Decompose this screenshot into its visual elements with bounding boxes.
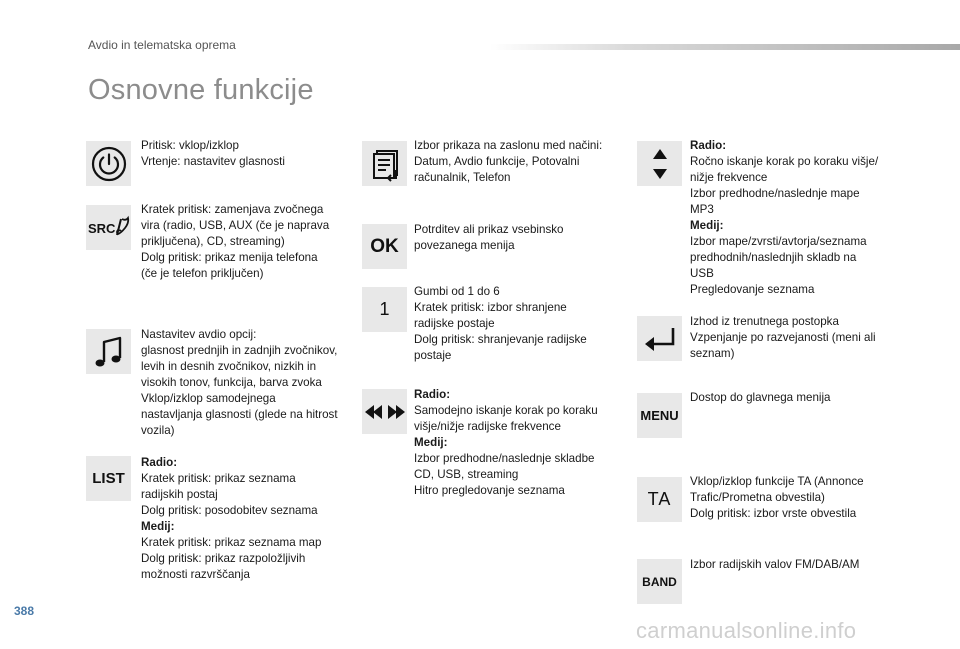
desc-line: Dolg pritisk: prikaz menija telefona <box>141 251 318 264</box>
desc-line: radijskih postaj <box>141 488 218 501</box>
preset-1-button <box>362 287 407 332</box>
desc-line: Vklop/izklop funkcije TA (Annonce <box>690 475 864 488</box>
desc-line: Izbor mape/zvrsti/avtorja/seznama <box>690 235 867 248</box>
power-button <box>86 141 131 186</box>
desc-line: Samodejno iskanje korak po koraku <box>414 404 598 417</box>
desc-line: Trafic/Prometna obvestila) <box>690 491 825 504</box>
desc-line: Vzpenjanje po razvejanosti (meni ali <box>690 331 876 344</box>
desc-line: možnosti razvrščanja <box>141 568 250 581</box>
band-icon: BAND <box>642 574 677 589</box>
desc-menu <box>690 390 831 406</box>
page-number: 388 <box>14 604 35 618</box>
desc-line: priključena), CD, streaming) <box>141 235 285 248</box>
desc-line: Radio: <box>141 456 178 469</box>
desc-line: radijske postaje <box>414 317 495 330</box>
desc-line: Kratek pritisk: izbor shranjene <box>414 301 567 314</box>
desc-line: visokih tonov, funkcija, barva zvoka <box>141 376 322 389</box>
desc-line: glasnost prednjih in zadnjih zvočnikov, <box>141 344 338 357</box>
desc-line: Medij: <box>414 436 448 449</box>
desc-line: Dolg pritisk: posodobitev seznama <box>141 504 318 517</box>
desc-preset <box>414 284 587 364</box>
desc-line: Izbor radijskih valov FM/DAB/AM <box>690 558 860 571</box>
section-label: Avdio in telematska oprema <box>88 38 236 52</box>
desc-line: postaje <box>414 349 452 362</box>
header-bar <box>490 44 960 50</box>
desc-line: Ročno iskanje korak po koraku višje/ <box>690 155 879 168</box>
desc-line: vira (radio, USB, AUX (če je naprava <box>141 219 330 232</box>
up-down-arrows-icon <box>650 147 670 181</box>
desc-band <box>690 557 859 573</box>
desc-line: seznam) <box>690 347 735 360</box>
desc-line: Datum, Avdio funkcije, Potovalni <box>414 155 580 168</box>
desc-line: višje/nižje radijske frekvence <box>414 420 561 433</box>
music-note-icon <box>93 334 125 370</box>
desc-line: Nastavitev avdio opcij: <box>141 328 257 341</box>
desc-line: Radio: <box>690 139 727 152</box>
display-mode-icon <box>367 146 403 182</box>
desc-seek <box>414 387 598 499</box>
desc-line: Izbor predhodne/naslednje mape <box>690 187 860 200</box>
desc-line: Izbor predhodne/naslednje skladbe <box>414 452 595 465</box>
preset-1-icon: 1 <box>379 299 390 319</box>
list-icon: LIST <box>92 470 125 487</box>
desc-line: povezanega menija <box>414 239 515 252</box>
desc-line: predhodnih/naslednjih skladb na <box>690 251 857 264</box>
up-down-button <box>637 141 682 186</box>
desc-line: MP3 <box>690 203 714 216</box>
desc-line: Pregledovanje seznama <box>690 283 815 296</box>
menu-button <box>637 393 682 438</box>
desc-line: Kratek pritisk: prikaz seznama map <box>141 536 322 549</box>
desc-line: Dolg pritisk: prikaz razpoložljivih <box>141 552 306 565</box>
desc-line: vozila) <box>141 424 175 437</box>
desc-display-mode <box>414 138 602 186</box>
desc-line: CD, USB, streaming <box>414 468 519 481</box>
desc-line: nastavljanja glasnosti (glede na hitrost <box>141 408 338 421</box>
menu-icon: MENU <box>640 408 679 423</box>
desc-line: Izbor prikaza na zaslonu med načini: <box>414 139 603 152</box>
seek-button <box>362 389 407 434</box>
desc-line: računalnik, Telefon <box>414 171 511 184</box>
desc-line: Medij: <box>690 219 724 232</box>
display-mode-button <box>362 141 407 186</box>
desc-line: Vklop/izklop samodejnega <box>141 392 276 405</box>
desc-line: Dolg pritisk: izbor vrste obvestila <box>690 507 857 520</box>
desc-line: Kratek pritisk: prikaz seznama <box>141 472 296 485</box>
desc-line: nižje frekvence <box>690 171 768 184</box>
desc-line: Pritisk: vklop/izklop <box>141 139 239 152</box>
list-button <box>86 456 131 501</box>
desc-line: levih in desnih zvočnikov, nizkih in <box>141 360 317 373</box>
src-icon-label: SRC <box>88 221 116 236</box>
music-button <box>86 329 131 374</box>
desc-line: Izhod iz trenutnega postopka <box>690 315 839 328</box>
desc-line: Medij: <box>141 520 175 533</box>
desc-line: Hitro pregledovanje seznama <box>414 484 565 497</box>
desc-list <box>141 455 321 583</box>
desc-back <box>690 314 876 362</box>
watermark: carmanualsonline.info <box>636 618 857 643</box>
src-phone-icon <box>86 205 131 250</box>
desc-line: Vrtenje: nastavitev glasnosti <box>141 155 285 168</box>
desc-line: Radio: <box>414 388 451 401</box>
ta-button <box>637 477 682 522</box>
power-icon <box>91 146 127 182</box>
desc-power <box>141 138 285 170</box>
desc-line: Dostop do glavnega menija <box>690 391 831 404</box>
desc-ok <box>414 222 564 254</box>
back-button <box>637 316 682 361</box>
desc-music <box>141 327 338 439</box>
desc-line: Dolg pritisk: shranjevanje radijske <box>414 333 587 346</box>
ok-button <box>362 224 407 269</box>
page-title: Osnovne funkcije <box>88 74 314 106</box>
desc-line: (če je telefon priključen) <box>141 267 264 280</box>
back-arrow-icon <box>643 324 677 354</box>
desc-src <box>141 202 329 282</box>
desc-up-down <box>690 138 878 298</box>
desc-line: Potrditev ali prikaz vsebinsko <box>414 223 564 236</box>
desc-line: Kratek pritisk: zamenjava zvočnega <box>141 203 324 216</box>
desc-ta <box>690 474 864 522</box>
ta-icon: TA <box>647 489 672 509</box>
desc-line: USB <box>690 267 714 280</box>
src-phone-button <box>86 205 131 250</box>
desc-line: Gumbi od 1 do 6 <box>414 285 500 298</box>
band-button <box>637 559 682 604</box>
seek-arrows-icon <box>365 402 405 422</box>
ok-icon: OK <box>370 235 399 257</box>
